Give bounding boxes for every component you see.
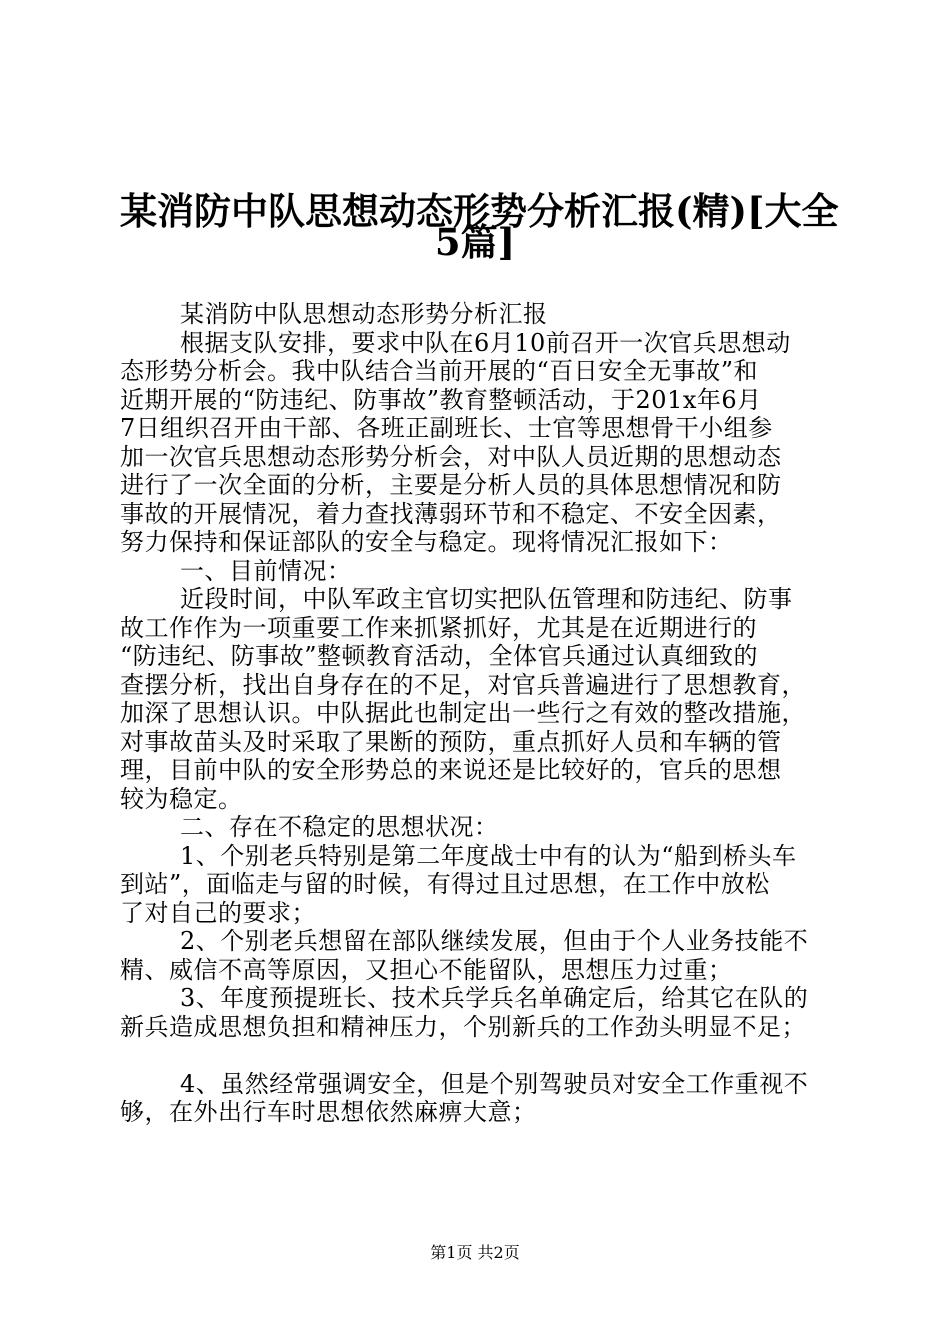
paragraph-line: 努力保持和保证部队的安全与稳定。现将情况汇报如下： bbox=[120, 528, 733, 556]
list-item-line: 2、个别老兵想留在部队继续发展，但由于个人业务技能不 bbox=[180, 927, 809, 955]
document-title-line-2: 5篇] bbox=[434, 220, 516, 264]
paragraph-line: 根据支队安排，要求中队在6月10前召开一次官兵思想动 bbox=[180, 328, 791, 357]
paragraph-line: 对事故苗头及时采取了果断的预防，重点抓好人员和车辆的管 bbox=[120, 727, 782, 756]
list-item-line: 够，在外出行车时思想依然麻痹大意； bbox=[120, 1098, 537, 1126]
paragraph-line: 7日组织召开由干部、各班正副班长、士官等思想骨干小组参 bbox=[120, 414, 773, 442]
section-heading: 二、存在不稳定的思想状况： bbox=[180, 813, 499, 841]
list-item-line: 1、个别老兵特别是第二年度战士中有的认为“船到桥头车 bbox=[180, 841, 797, 870]
paragraph-line: 加一次官兵思想动态形势分析会，对中队人员近期的思想动态 bbox=[120, 442, 782, 471]
page-footer: 第1页 共2页 bbox=[430, 1243, 520, 1262]
paragraph-line: 查摆分析，找出自身存在的不足，对官兵普遍进行了思想教育， bbox=[120, 670, 806, 699]
list-item-line: 精、威信不高等原因，又担心不能留队，思想压力过重； bbox=[120, 955, 733, 984]
paragraph-line: 进行了一次全面的分析，主要是分析人员的具体思想情况和防 bbox=[120, 471, 782, 499]
paragraph-line: 加深了思想认识。中队据此也制定出一些行之有效的整改措施， bbox=[120, 699, 806, 727]
section-heading: 一、目前情况： bbox=[180, 556, 352, 585]
section-heading: 某消防中队思想动态形势分析汇报 bbox=[180, 300, 548, 328]
list-item-line: 3、年度预提班长、技术兵学兵名单确定后，给其它在队的 bbox=[180, 984, 809, 1012]
paragraph-line: 态形势分析会。我中队结合当前开展的“百日安全无事故”和 bbox=[120, 357, 759, 385]
paragraph-line: 较为稳定。 bbox=[120, 784, 243, 813]
list-item-line: 新兵造成思想负担和精神压力，个别新兵的工作劲头明显不足； bbox=[120, 1012, 806, 1041]
list-item-line: 到站”，面临走与留的时候，有得过且过思想，在工作中放松 bbox=[120, 870, 770, 898]
paragraph-line: 事故的开展情况，着力查找薄弱环节和不稳定、不安全因素， bbox=[120, 499, 782, 528]
paragraph-line: 故工作作为一项重要工作来抓紧抓好，尤其是在近期进行的 bbox=[120, 613, 757, 642]
paragraph-line: 近段时间，中队军政主官切实把队伍管理和防违纪、防事 bbox=[180, 585, 793, 613]
blank-line bbox=[120, 1041, 835, 1070]
list-item-line: 4、虽然经常强调安全，但是个别驾驶员对安全工作重视不 bbox=[180, 1069, 809, 1098]
paragraph-line: “防违纪、防事故”整顿教育活动，全体官兵通过认真细致的 bbox=[120, 642, 759, 670]
paragraph-line: 理，目前中队的安全形势总的来说还是比较好的，官兵的思想 bbox=[120, 756, 782, 784]
paragraph-line: 近期开展的“防违纪、防事故”教育整顿活动，于201x年6月 bbox=[120, 385, 762, 414]
document-title-line-1: 某消防中队思想动态形势分析汇报(精)[大全 bbox=[120, 189, 839, 233]
document-body bbox=[120, 300, 835, 1127]
list-item-line: 了对自己的要求； bbox=[120, 898, 316, 927]
